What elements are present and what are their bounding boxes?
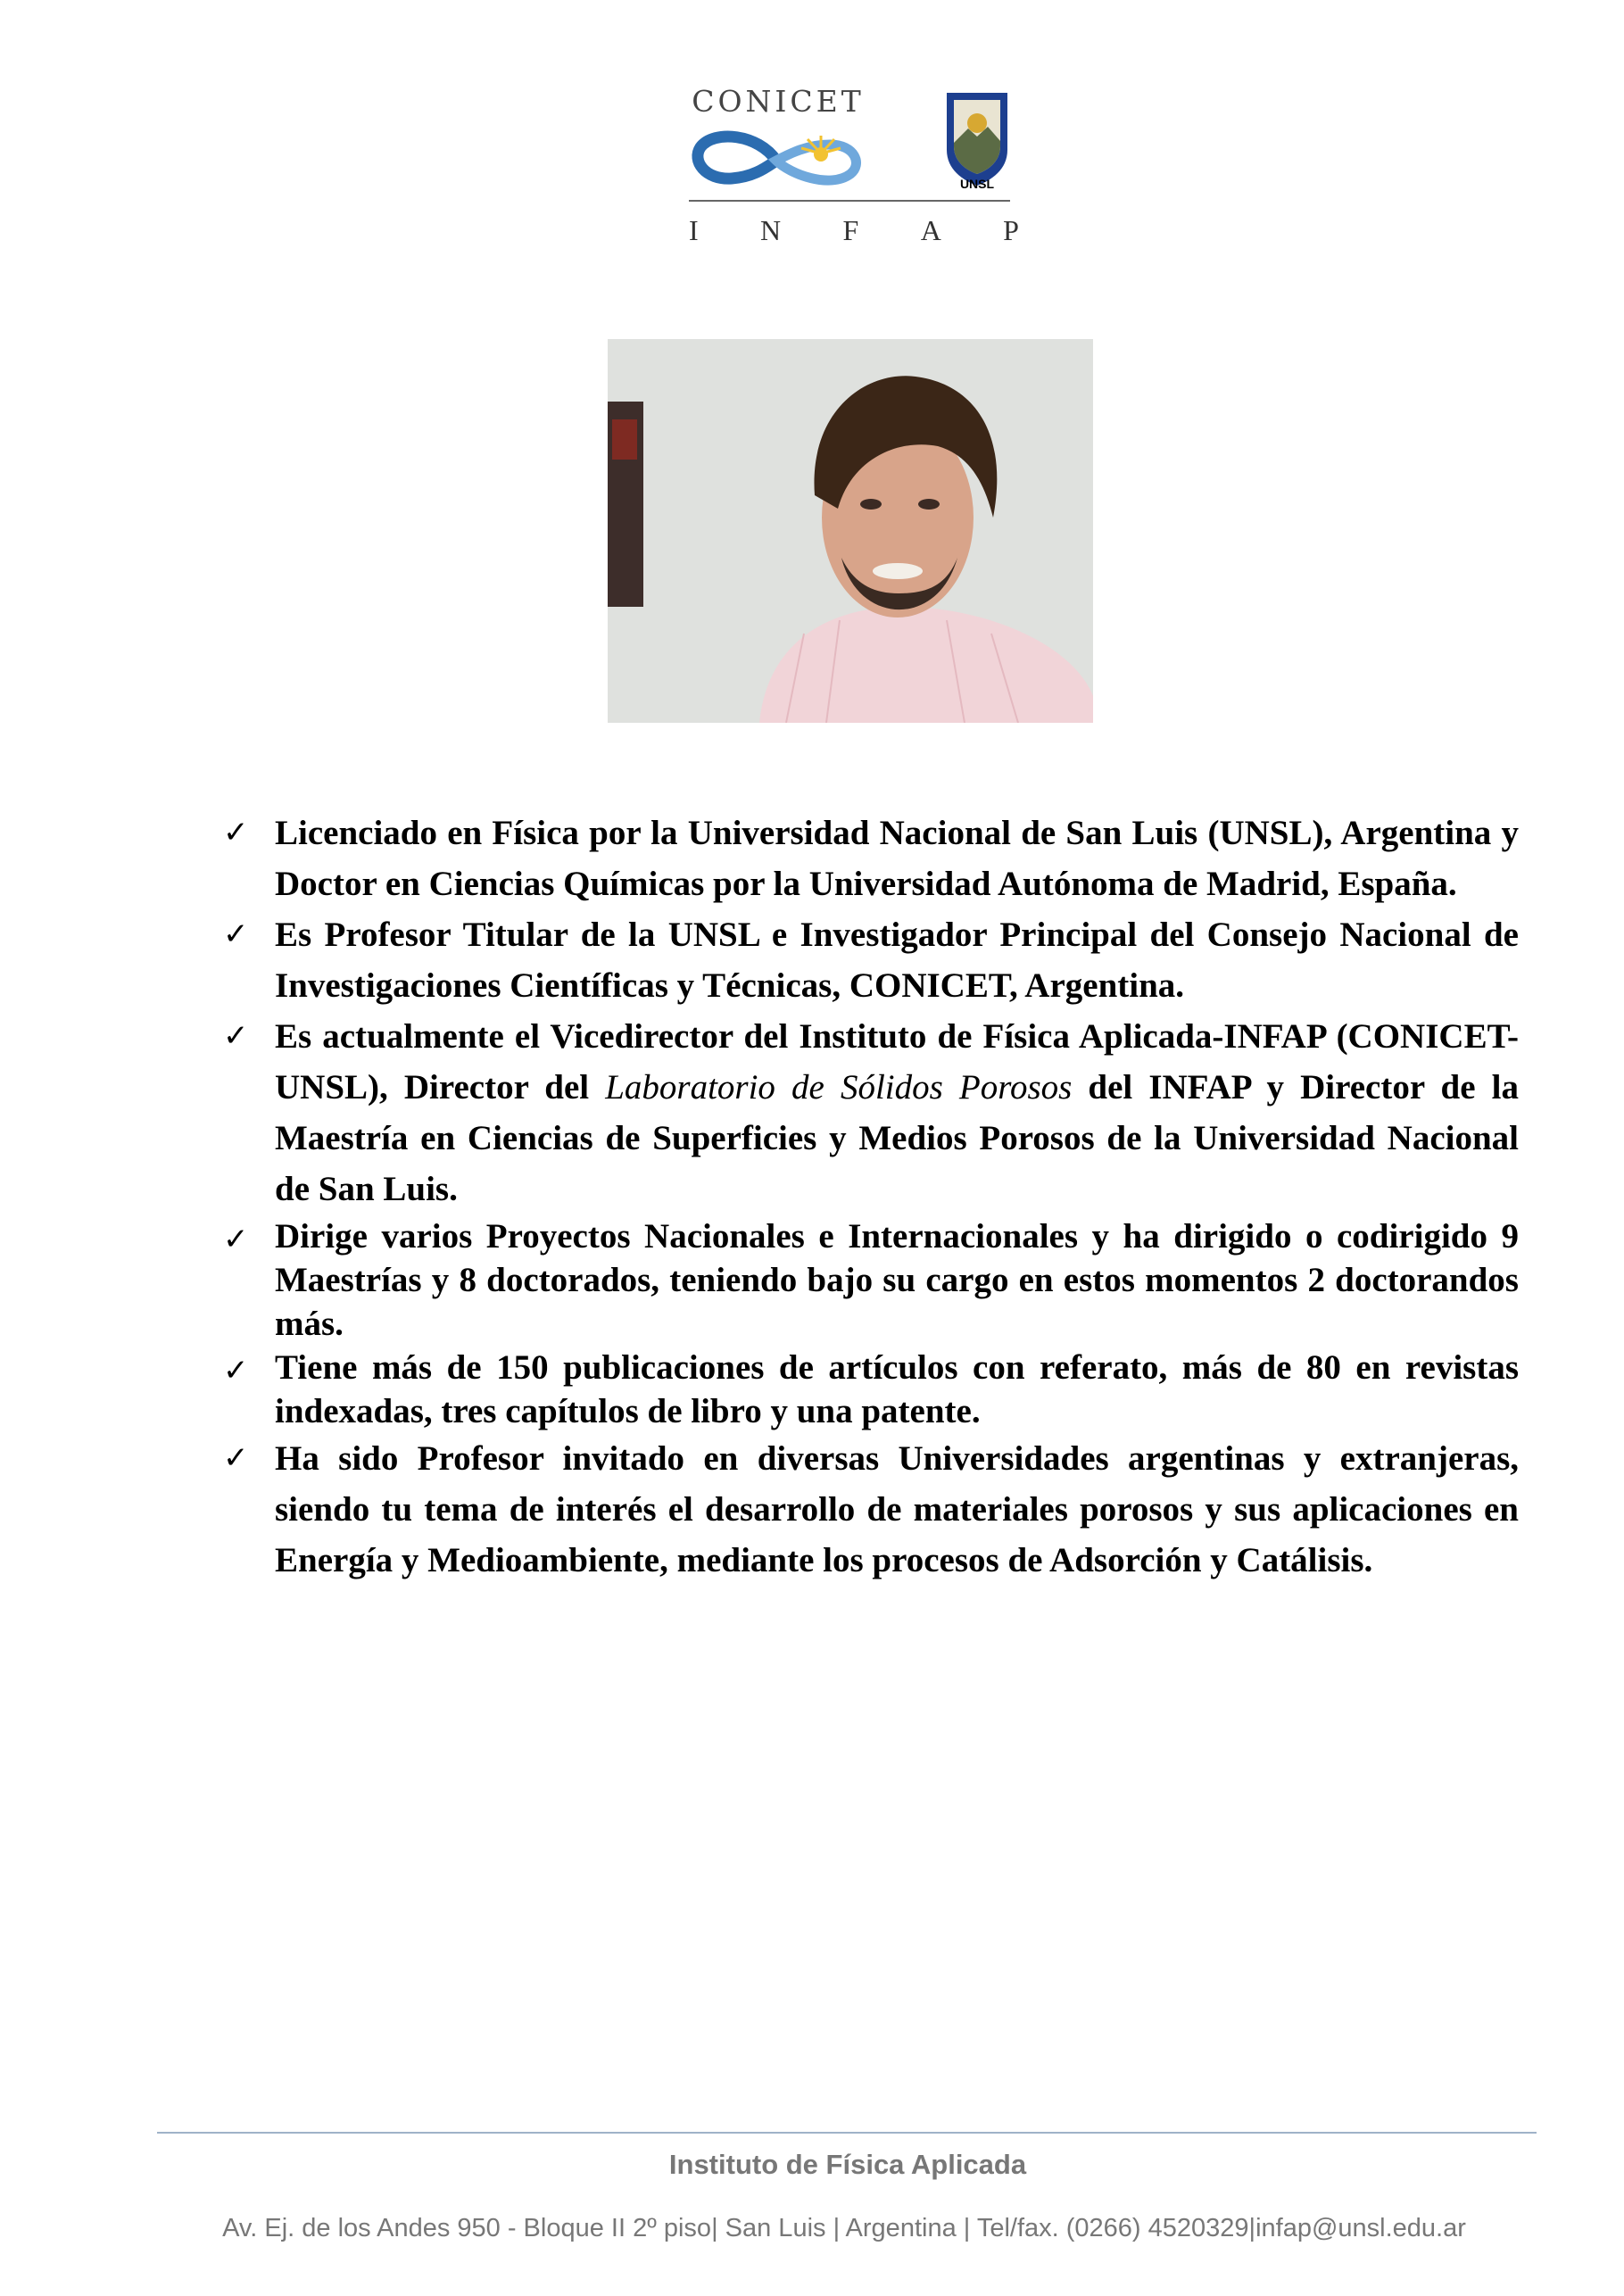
infap-letter: A <box>920 214 941 246</box>
checkmark-icon: ✓ <box>223 916 249 952</box>
checkmark-icon: ✓ <box>223 1018 249 1054</box>
bullet-text: Dirige varios Proyectos Nacionales e Internacionales y ha dirigido o codirigido 9 Maestrías y 8 doctorados, teniendo bajo su cargo en estos momentos 2 doctorandos más. <box>275 1217 1519 1343</box>
unsl-shield-emblem <box>941 87 1013 190</box>
infap-letter: F <box>842 214 859 246</box>
checkmark-icon: ✓ <box>223 1353 249 1388</box>
list-item <box>223 1346 1519 1433</box>
infap-letter: P <box>1003 214 1019 246</box>
list-item <box>223 909 1519 1011</box>
bullet-text-part: del INFAP y Director de la Maestría en Ciencias de Superficies y Medios Porosos de la Universidad Nacional de San Luis. <box>275 1068 1519 1208</box>
lab-name-emphasis: Laboratorio de Sólidos Porosos <box>605 1068 1073 1107</box>
list-item <box>223 1214 1519 1346</box>
footer-address: Av. Ej. de los Andes 950 - Bloque II 2º piso| San Luis | Argentina | Tel/fax. (0266) 4520329|infap@unsl.edu.ar <box>222 2214 1466 2242</box>
infap-letter: N <box>760 214 782 246</box>
bullet-text <box>275 1011 1519 1214</box>
portrait-photo <box>608 339 1093 723</box>
letterhead <box>0 0 1624 268</box>
conicet-infinity-logo <box>687 125 866 196</box>
footer-divider <box>157 2132 1537 2134</box>
bullet-text: Ha sido Profesor invitado en diversas Universidades argentinas y extranjeras, siendo tu tema de interés el desarrollo de materiales porosos y sus aplicaciones en Energía y Medioambiente, mediante los procesos de Adsorción y Catálisis. <box>275 1439 1519 1579</box>
infap-letter: I <box>689 214 699 246</box>
portrait-photo-illustration <box>608 339 1093 723</box>
conicet-wordmark: CONICET <box>692 84 865 119</box>
list-item <box>223 808 1519 909</box>
unsl-label: UNSL <box>959 177 995 191</box>
checkmark-icon: ✓ <box>223 1440 249 1476</box>
bullet-text-part: Es actualmente el Vicedirector del Instituto de Física Aplicada-INFAP (CONICET-UNSL), Director del <box>275 1017 1519 1107</box>
checkmark-icon: ✓ <box>223 1222 249 1257</box>
checkmark-icon: ✓ <box>223 815 249 850</box>
bio-bullet-list <box>223 808 1519 1586</box>
bullet-text: Tiene más de 150 publicaciones de artículos con referato, más de 80 en revistas indexadas, tres capítulos de libro y una patente. <box>275 1348 1519 1430</box>
infap-wordmark <box>689 214 1019 247</box>
bullet-text: Licenciado en Física por la Universidad Nacional de San Luis (UNSL), Argentina y Doctor en Ciencias Químicas por la Universidad Autónoma de Madrid, España. <box>275 814 1519 903</box>
list-item <box>223 1433 1519 1586</box>
list-item <box>223 1011 1519 1214</box>
bullet-text: Es Profesor Titular de la UNSL e Investigador Principal del Consejo Nacional de Investigaciones Científicas y Técnicas, CONICET, Argentina. <box>275 916 1519 1005</box>
header-divider <box>689 200 1010 202</box>
footer-institute-title: Instituto de Física Aplicada <box>668 2149 1027 2180</box>
